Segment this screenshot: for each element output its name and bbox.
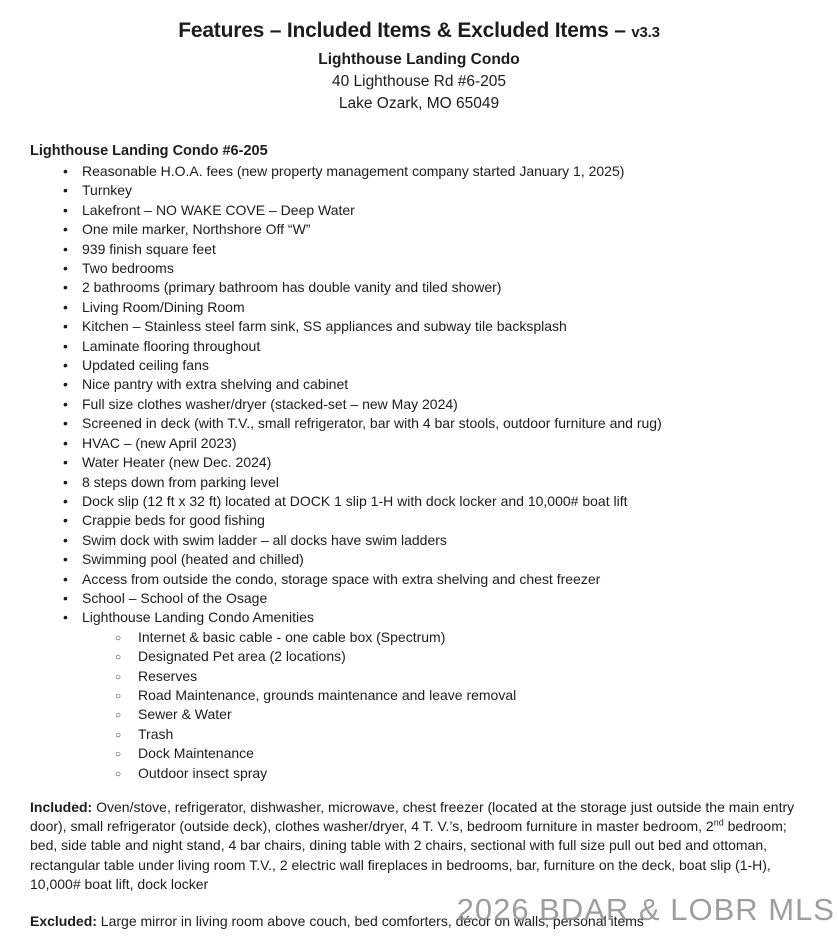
feature-item: • Swimming pool (heated and chilled)	[30, 550, 808, 569]
amenity-item: ○ Reserves	[82, 667, 808, 686]
feature-item: • One mile marker, Northshore Off “W”	[30, 220, 808, 239]
feature-item: • Crappie beds for good fishing	[30, 511, 808, 530]
included-text-part2: bedroom; bed, side table and night stand, 4 bar chairs, dining table with 2 chairs, sectional with full size pull out bed and ottoman, rectangular table under living room T.V., 2 electric wall fireplaces in bedrooms, bar, furniture on the deck, boat slip (1-H), 10,000# boat lift, dock locker	[30, 818, 787, 892]
excluded-paragraph	[30, 912, 808, 931]
feature-item: • Water Heater (new Dec. 2024)	[30, 453, 808, 472]
feature-item: • Swim dock with swim ladder – all docks have swim ladders	[30, 531, 808, 550]
page-title	[30, 18, 808, 46]
feature-item: • HVAC – (new April 2023)	[30, 434, 808, 453]
feature-item: • Reasonable H.O.A. fees (new property management company started January 1, 2025)	[30, 162, 808, 181]
ordinal-superscript: nd	[713, 817, 724, 828]
included-label: Included:	[30, 799, 93, 815]
amenity-item: ○ Road Maintenance, grounds maintenance and leave removal	[82, 686, 808, 705]
feature-item: • Lakefront – NO WAKE COVE – Deep Water	[30, 201, 808, 220]
amenity-item: ○ Sewer & Water	[82, 705, 808, 724]
feature-item: • Laminate flooring throughout	[30, 337, 808, 356]
feature-item: • 8 steps down from parking level	[30, 473, 808, 492]
amenity-item: ○ Outdoor insect spray	[82, 764, 808, 783]
address-line-1: 40 Lighthouse Rd #6-205	[331, 73, 507, 90]
included-text-part1: Oven/stove, refrigerator, dishwasher, microwave, chest freezer (located at the storage just outside the main entry door), small refrigerator (outside deck), clothes washer/dryer, 4 T. V.’s, bedroom furniture in master bedroom, 2	[30, 799, 795, 835]
feature-item: • Kitchen – Stainless steel farm sink, SS appliances and subway tile backsplash	[30, 317, 808, 336]
feature-item: • 939 finish square feet	[30, 240, 808, 259]
feature-item: • Two bedrooms	[30, 259, 808, 278]
mls-watermark: 2026 BDAR & LOBR MLS	[456, 892, 835, 927]
version-label: v3.3	[631, 24, 660, 41]
feature-item: • Full size clothes washer/dryer (stacked-set – new May 2024)	[30, 395, 808, 414]
feature-item: • Access from outside the condo, storage space with extra shelving and chest freezer	[30, 570, 808, 589]
feature-item: • Turnkey	[30, 181, 808, 200]
feature-item: • 2 bathrooms (primary bathroom has double vanity and tiled shower)	[30, 278, 808, 297]
amenity-item: ○ Trash	[82, 725, 808, 744]
excluded-text: Large mirror in living room above couch, bed comforters, décor on walls; personal items	[96, 913, 644, 930]
amenity-item: ○ Dock Maintenance	[82, 744, 808, 763]
property-name: Lighthouse Landing Condo	[318, 51, 520, 68]
amenities-title: Lighthouse Landing Condo Amenities	[82, 609, 314, 626]
page-title-text: Features – Included Items & Excluded Items –	[178, 19, 632, 42]
section-heading: Lighthouse Landing Condo #6-205	[30, 143, 268, 159]
feature-item-amenities	[30, 608, 808, 783]
feature-item: • Updated ceiling fans	[30, 356, 808, 375]
amenity-item: ○ Designated Pet area (2 locations)	[82, 647, 808, 666]
document-header	[30, 18, 808, 115]
feature-item: • Nice pantry with extra shelving and cabinet	[30, 375, 808, 394]
feature-item: • School – School of the Osage	[30, 589, 808, 608]
feature-item: • Screened in deck (with T.V., small refrigerator, bar with 4 bar stools, outdoor furniture and rug)	[30, 414, 808, 433]
address-line-2: Lake Ozark, MO 65049	[338, 95, 500, 112]
excluded-label: Excluded:	[30, 913, 97, 930]
included-paragraph	[30, 798, 808, 894]
amenity-item: ○ Internet & basic cable - one cable box (Spectrum)	[82, 628, 808, 647]
feature-item: • Dock slip (12 ft x 32 ft) located at DOCK 1 slip 1-H with dock locker and 10,000# boat lift	[30, 492, 808, 511]
amenities-list	[82, 628, 808, 783]
features-list	[30, 162, 808, 783]
feature-item: • Living Room/Dining Room	[30, 298, 808, 317]
